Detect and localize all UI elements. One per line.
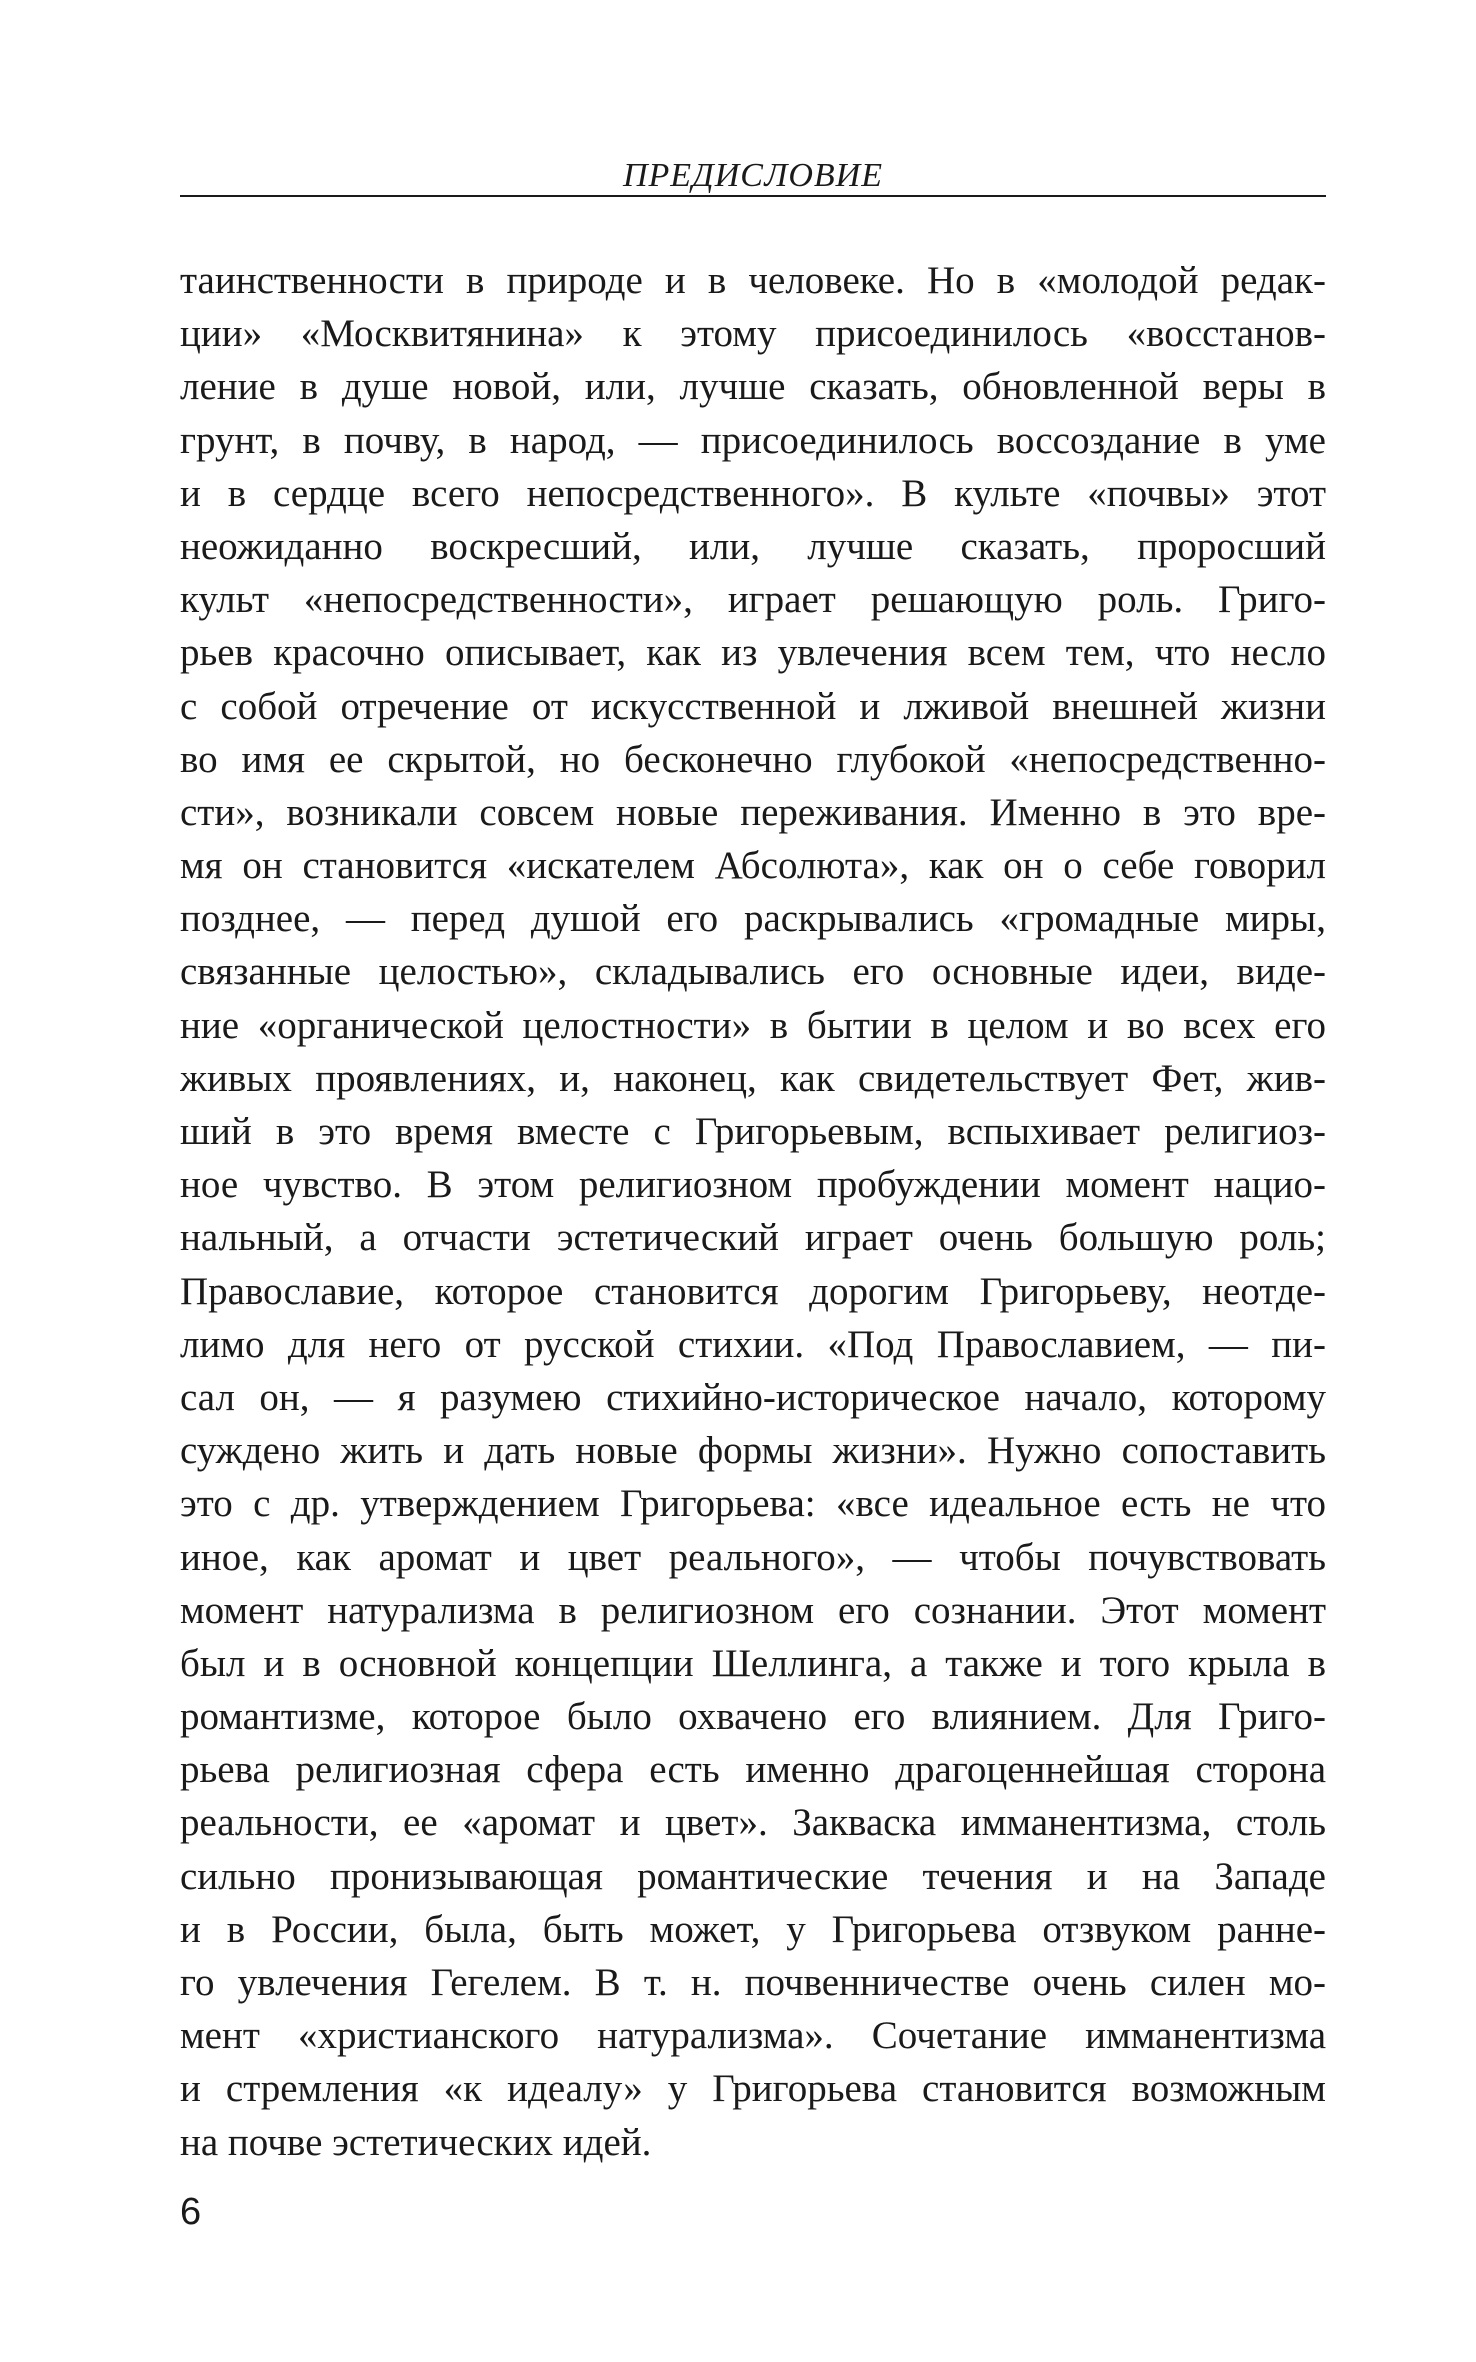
page-number: 6: [180, 2191, 202, 2233]
text-line: ние «органической целостности» в бытии в целом и во всех его: [180, 1003, 1326, 1047]
text-line: романтизме, которое было охвачено его влиянием. Для Григо-: [180, 1695, 1326, 1739]
text-line: позднее, — перед душой его раскрывались «громадные миры,: [180, 897, 1326, 941]
body-text: [180, 254, 1326, 2169]
text-line: сти», возникали совсем новые переживания. Именно в это вре-: [180, 790, 1326, 834]
text-line: с собой отречение от искусственной и лживой внешней жизни: [180, 684, 1326, 728]
text-line: живых проявлениях, и, наконец, как свидетельствует Фет, жив-: [180, 1056, 1326, 1100]
text-line: во имя ее скрытой, но бесконечно глубокой «непосредственно-: [180, 737, 1326, 781]
text-line-last: на почве эстетических идей.: [180, 2120, 652, 2164]
text-line: мя он становится «искателем Абсолюта», как он о себе говорил: [180, 844, 1326, 888]
text-line: связанные целостью», складывались его основные идеи, виде-: [180, 950, 1326, 994]
text-line: и в России, была, быть может, у Григорьева отзвуком ранне-: [180, 1907, 1326, 1951]
text-line: это с др. утверждением Григорьева: «все идеальное есть не что: [180, 1482, 1326, 1526]
text-line: и в сердце всего непосредственного». В культе «почвы» этот: [180, 471, 1326, 515]
text-line: Православие, которое становится дорогим Григорьеву, неотде-: [180, 1269, 1326, 1313]
text-line: рьев красочно описывает, как из увлечения всем тем, что несло: [180, 631, 1326, 675]
text-line: ший в это время вместе с Григорьевым, вспыхивает религиоз-: [180, 1110, 1326, 1153]
text-line: ции» «Москвитянина» к этому присоединилось «восстанов-: [180, 312, 1326, 356]
text-line: был и в основной концепции Шеллинга, а также и того крыла в: [180, 1641, 1326, 1685]
text-line: рьева религиозная сфера есть именно драгоценнейшая сторона: [180, 1748, 1326, 1792]
text-line: сильно пронизывающая романтические течения и на Западе: [180, 1854, 1326, 1898]
text-line: иное, как аромат и цвет реального», — чтобы почувствовать: [180, 1535, 1326, 1579]
text-line: го увлечения Гегелем. В т. н. почвенничестве очень силен мо-: [180, 1961, 1326, 2004]
text-line: грунт, в почву, в народ, — присоединилось воссоздание в уме: [180, 418, 1326, 462]
text-line: ное чувство. В этом религиозном пробуждении момент нацио-: [180, 1163, 1326, 1207]
text-line: реальности, ее «аромат и цвет». Закваска имманентизма, столь: [180, 1801, 1326, 1845]
header-rule: [180, 195, 1326, 197]
text-line: таинственности в природе и в человеке. Но в «молодой редак-: [180, 259, 1326, 302]
text-line: момент натурализма в религиозном его сознании. Этот момент: [180, 1588, 1326, 1632]
running-header: ПРЕДИСЛОВИЕ: [622, 157, 884, 194]
text-line: и стремления «к идеалу» у Григорьева становится возможным: [180, 2067, 1326, 2111]
text-line: сал он, — я разумею стихийно-историческое начало, которому: [180, 1375, 1326, 1419]
text-line: культ «непосредственности», играет решающую роль. Григо-: [180, 578, 1326, 622]
text-line: ление в душе новой, или, лучше сказать, обновленной веры в: [180, 365, 1326, 409]
text-line: суждено жить и дать новые формы жизни». Нужно сопоставить: [180, 1429, 1326, 1473]
text-line: мент «христианского натурализма». Сочетание имманентизма: [180, 2014, 1326, 2058]
text-line: нальный, а отчасти эстетический играет очень большую роль;: [180, 1216, 1326, 1260]
text-line: неожиданно воскресший, или, лучше сказать, проросший: [180, 524, 1326, 568]
text-line: лимо для него от русской стихии. «Под Православием, — пи-: [180, 1322, 1326, 1366]
